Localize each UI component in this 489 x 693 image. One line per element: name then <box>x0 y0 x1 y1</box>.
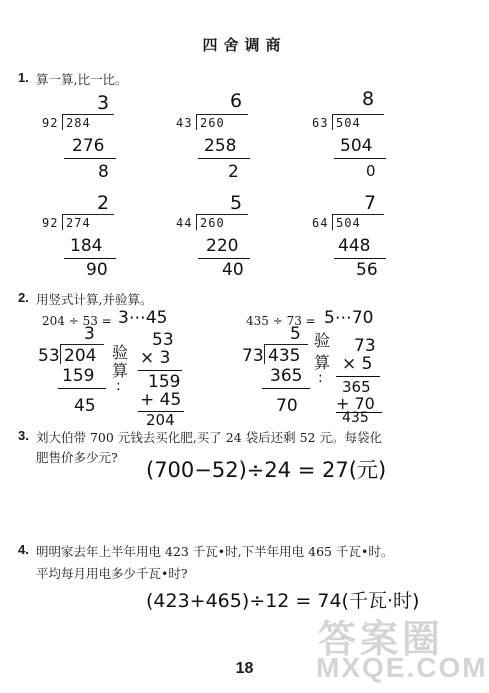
product: 184 <box>70 236 103 256</box>
check-result: 204 <box>146 411 175 429</box>
watermark-logo: 答案圈 <box>318 619 445 661</box>
dividend: 435 <box>268 346 301 366</box>
check-add: + 45 <box>140 390 182 410</box>
remainder: 40 <box>222 260 244 280</box>
question-4-number: 4. <box>18 542 29 557</box>
divisor: 43 <box>176 116 193 130</box>
question-2-text: 用竖式计算,并验算。 <box>36 292 153 307</box>
product: 159 <box>62 366 95 386</box>
dividend: 504 <box>336 216 361 230</box>
divisor: 64 <box>312 216 329 230</box>
question-1-text: 算一算,比一比。 <box>36 72 128 87</box>
dividend: 204 <box>64 346 97 366</box>
product: 448 <box>338 236 371 256</box>
dividend: 260 <box>200 216 225 230</box>
question-3-line-1: 刘大伯带 700 元钱去买化肥,买了 24 袋后还剩 52 元。每袋化 <box>36 430 382 445</box>
page-title: 四舍调商 <box>202 36 287 54</box>
quotient: 3 <box>84 324 95 344</box>
dividend: 260 <box>200 116 225 130</box>
remainder: 0 <box>366 162 376 180</box>
product: 504 <box>340 136 373 156</box>
check-label-2: 算 <box>314 353 331 372</box>
expression: 435 ÷ 73 = <box>246 314 316 328</box>
check-partial: 365 <box>342 378 371 396</box>
product: 258 <box>204 136 237 156</box>
question-4-line-1: 明明家去年上半年用电 423 千瓦•时,下半年用电 465 千瓦•时。 <box>36 544 394 559</box>
question-1-number: 1. <box>18 70 29 85</box>
answer: 3⋯45 <box>118 308 168 328</box>
quotient: 7 <box>364 192 377 214</box>
check-mult: × 5 <box>342 354 373 374</box>
check-label-2: 算 <box>112 361 129 380</box>
colon-mark: : <box>116 378 121 394</box>
quotient: 6 <box>230 90 243 112</box>
watermark-site: MXQE.COM <box>316 652 488 683</box>
question-4-line-2: 平均每月用电多少千瓦•时? <box>36 566 188 581</box>
question-3-number: 3. <box>18 428 29 443</box>
expression: 204 ÷ 53 = <box>42 314 112 328</box>
product: 276 <box>72 136 105 156</box>
divisor: 92 <box>42 216 59 230</box>
quotient: 5 <box>230 192 243 214</box>
question-3-answer: (700−52)÷24 = 27(元) <box>146 458 387 482</box>
dividend: 504 <box>336 116 361 130</box>
quotient: 5 <box>290 324 301 344</box>
check-partial: 159 <box>148 372 181 392</box>
question-2-number: 2. <box>18 290 29 305</box>
divisor: 53 <box>38 346 60 366</box>
check-mult: × 3 <box>140 348 171 368</box>
divisor: 92 <box>42 116 59 130</box>
check-label-1: 验 <box>112 343 129 362</box>
check-top: 73 <box>354 336 376 356</box>
divisor: 63 <box>312 116 329 130</box>
product: 365 <box>270 366 303 386</box>
quotient: 8 <box>362 88 375 110</box>
check-result: 435 <box>342 410 369 426</box>
product: 220 <box>206 236 239 256</box>
dividend: 284 <box>66 116 91 130</box>
colon-mark: : <box>318 370 323 386</box>
remainder: 70 <box>276 396 298 416</box>
remainder: 2 <box>228 162 239 182</box>
check-top: 53 <box>152 330 174 350</box>
remainder: 90 <box>86 260 108 280</box>
quotient: 2 <box>97 192 110 214</box>
remainder: 45 <box>74 396 96 416</box>
divisor: 44 <box>176 216 193 230</box>
remainder: 8 <box>98 162 109 182</box>
answer: 5⋯70 <box>324 308 374 328</box>
question-3-line-2: 肥售价多少元? <box>36 450 118 465</box>
check-add: + 70 <box>336 394 375 413</box>
page-number: 18 <box>235 660 254 677</box>
divisor: 73 <box>242 346 264 366</box>
dividend: 274 <box>66 216 91 230</box>
remainder: 56 <box>356 260 378 280</box>
quotient: 3 <box>97 92 110 114</box>
check-label-1: 验 <box>314 331 331 350</box>
question-4-answer: (423+465)÷12 = 74(千瓦·时) <box>146 590 420 612</box>
